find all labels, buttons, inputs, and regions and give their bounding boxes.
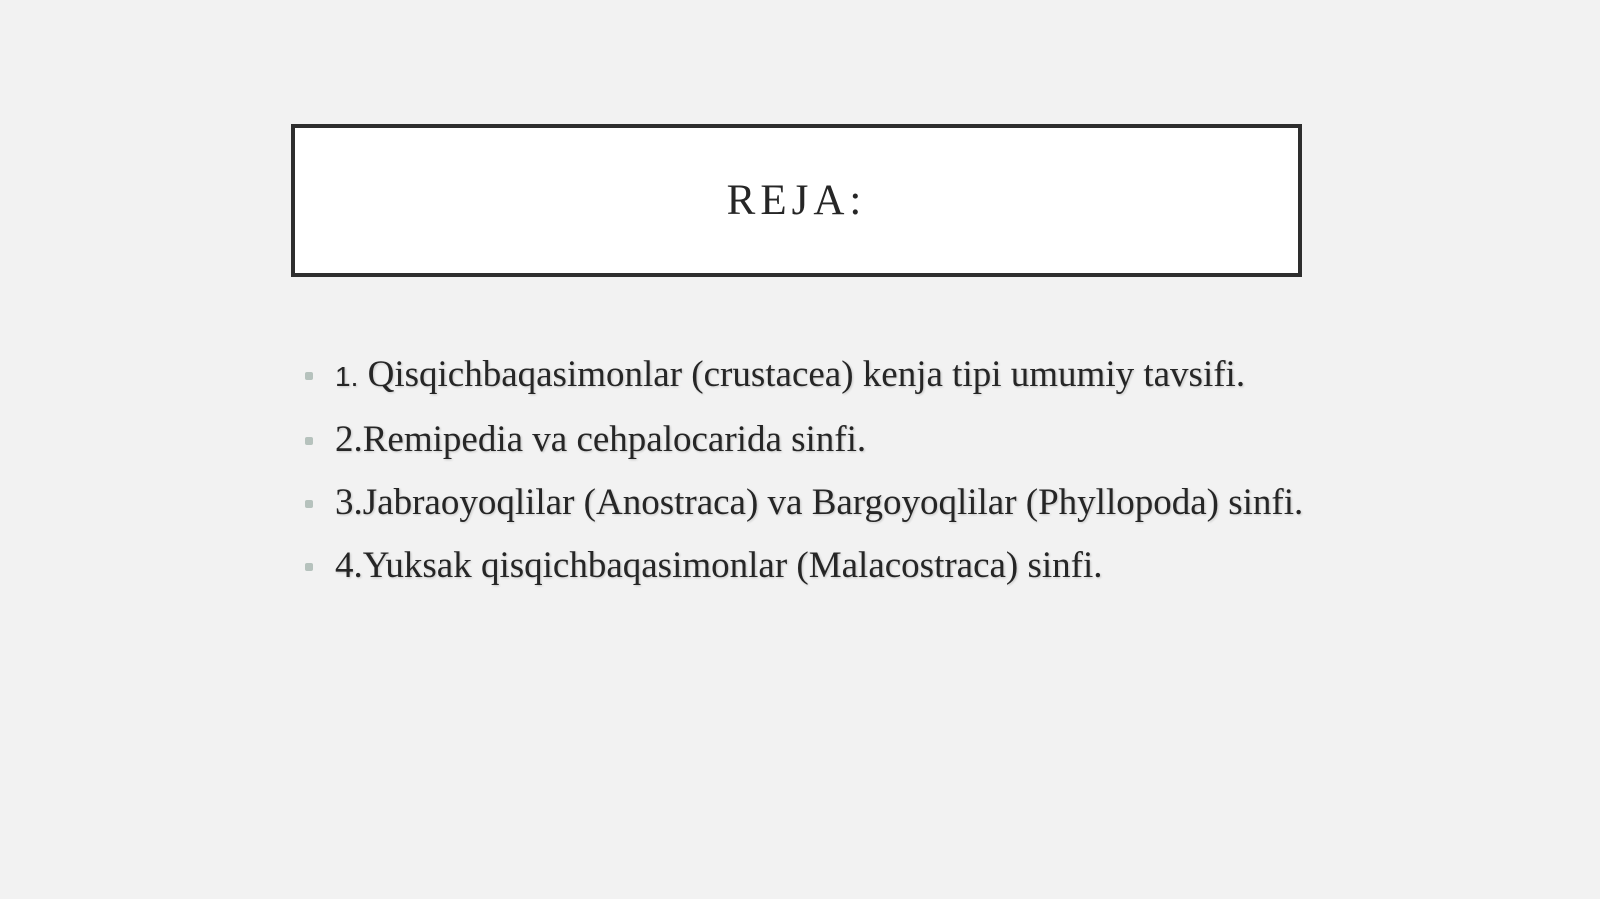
bullet-icon	[305, 437, 313, 445]
list-item	[305, 480, 1315, 526]
bullet-icon	[305, 563, 313, 571]
list-item	[305, 352, 1315, 400]
agenda-list	[305, 352, 1315, 606]
list-item-label: 2.Remipedia va cehpalocarida sinfi.	[335, 419, 867, 460]
list-item	[305, 417, 1315, 463]
list-item-label: 4.Yuksak qisqichbaqasimonlar (Malacostraca) sinfi.	[335, 545, 1103, 586]
list-item	[305, 543, 1315, 589]
list-item-label: Qisqichbaqasimonlar (crustacea) kenja tipi umumiy tavsifi.	[358, 354, 1246, 395]
slide-title: REJA:	[726, 177, 867, 224]
bullet-icon	[305, 500, 313, 508]
list-item-number: 1.	[335, 361, 359, 392]
title-box	[291, 124, 1302, 277]
bullet-icon	[305, 372, 313, 380]
list-item-text	[335, 352, 1245, 400]
list-item-label: 3.Jabraoyoqlilar (Anostraca) va Bargoyoqlilar (Phyllopoda) sinfi.	[335, 482, 1304, 523]
